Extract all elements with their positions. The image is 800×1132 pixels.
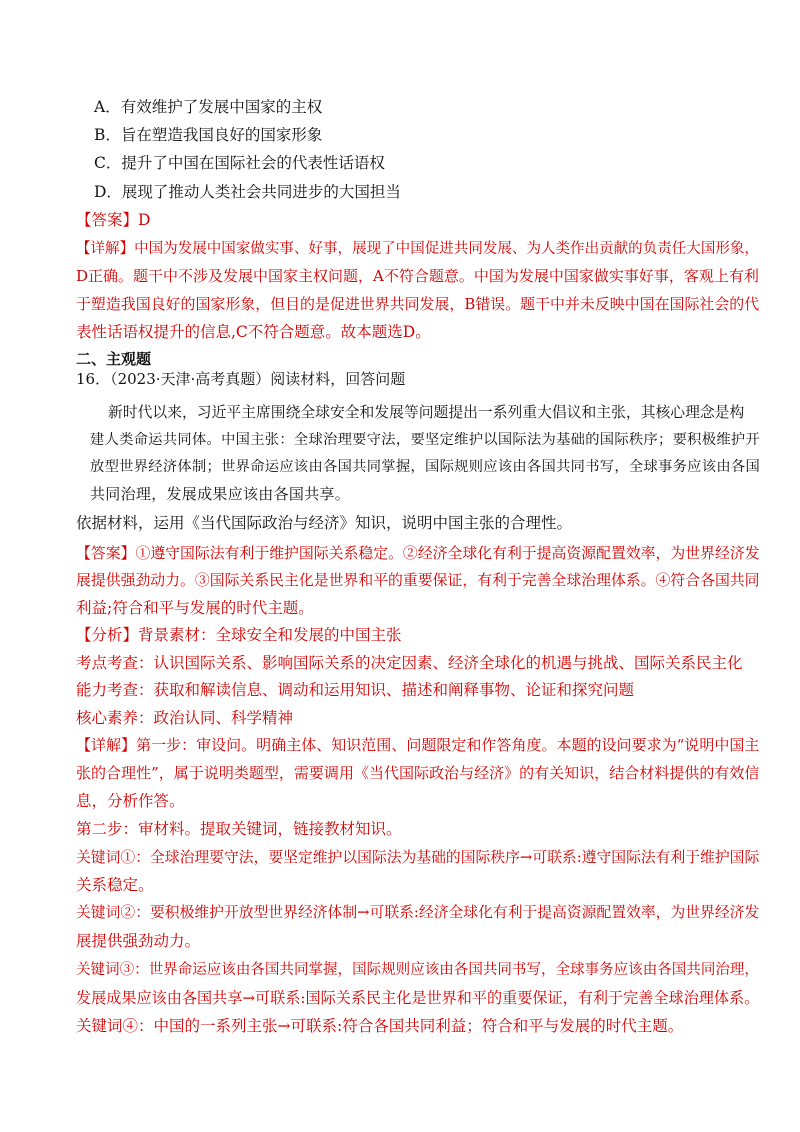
detail-tag: 【详解】 [76,736,137,754]
q16-detail-line: 关键词①：全球治理要守法，要坚定维护以国际法为基础的国际秩序→可联系:遵守国际法有利于维护国际 [76,849,760,866]
q16-header: 16．（2023·天津·高考真题）阅读材料，回答问题 [76,370,406,388]
q16-detail-line: 展提供强劲动力。 [76,932,201,950]
q16-detail-line: 发展成果应该由各国共享→可联系:国际关系民主化是世界和平的重要保证，有利于完善全球治理体系。 [76,989,760,1007]
q16-detail-line: 关系稳定。 [76,876,154,894]
q16-detail-line: 第二步：审材料。提取关键词，链接教材知识。 [76,820,402,838]
answer-tag: 【答案】 [76,544,136,562]
q16-answer-line [76,540,760,566]
option-b: B．旨在塑造我国良好的国家形象 [94,126,323,144]
option-d: D．展现了推动人类社会共同进步的大国担当 [94,183,401,201]
q15-detail-line [76,236,759,262]
answer-value: D [138,211,151,229]
q16-detail-line [76,732,760,758]
q16-analysis-line: 核心素养：政治认同、科学精神 [76,709,294,727]
q16-detail-line: 张的合理性”，属于说明类题型，需要调用《当代国际政治与经济》的有关知识，结合材料提供的有效信 [76,764,760,782]
q16-answer-line: 展提供强劲动力。③国际关系民主化是世界和平的重要保证，有利于完善全球治理体系。④符合各国共同 [76,571,760,589]
detail-tag: 【详解】 [76,241,135,257]
q15-detail-line: D正确。题干中不涉及发展中国家主权问题，A不符合题意。中国为发展中国家做实事好事，客观上有利 [76,267,759,285]
q16-detail-line: 关键词③：世界命运应该由各国共同掌握，国际规则应该由各国共同书写，全球事务应该由各国共同治理， [76,962,759,978]
q15-detail-line: 于塑造我国良好的国家形象，但目的是促进世界共同发展，B错误。题干中并未反映中国在国际社会的代 [76,295,760,313]
option-c: C．提升了中国在国际社会的代表性话语权 [94,154,385,172]
q15-detail-line: 表性话语权提升的信息,C不符合题意。故本题选D。 [76,323,431,341]
section-title: 二、主观题 [76,350,152,368]
q16-question: 依据材料，运用《当代国际政治与经济》知识，说明中国主张的合理性。 [76,514,573,532]
q16-detail-line: 息，分析作答。 [76,792,185,810]
q16-detail-line: 关键词②：要积极维护开放型世界经济体制→可联系:经济全球化有利于提高资源配置效率，为世界经济发 [76,904,760,921]
material-line: 建人类命运共同体。中国主张：全球治理要守法，要坚定维护以国际法为基础的国际秩序；要积极维护开 [90,432,761,448]
material-line: 新时代以来，习近平主席围绕全球安全和发展等问题提出一系列重大倡议和主张，其核心理念是构 [108,404,745,421]
option-a: A．有效维护了发展中国家的主权 [94,98,323,116]
analysis-tag: 【分析】 [76,626,139,644]
analysis-text: 背景素材：全球安全和发展的中国主张 [138,626,402,644]
material-line: 共同治理，发展成果应该由各国共享。 [90,485,351,503]
detail-text: 第一步：审设问。明确主体、知识范围、问题限定和作答角度。本题的设问要求为“说明中国主 [136,736,760,754]
q16-analysis-line: 考点考查：认识国际关系、影响国际关系的决定因素、经济全球化的机遇与挑战、国际关系民主化 [76,654,743,672]
detail-text: 中国为发展中国家做实事、好事，展现了中国促进共同发展、为人类作出贡献的负责任大国形象， [134,241,759,257]
q16-analysis-line [76,622,736,648]
q16-analysis-line: 能力考查：获取和解读信息、调动和运用知识、描述和阐释事物、论证和探究问题 [76,681,635,699]
q15-answer [76,207,736,233]
answer-tag: 【答案】 [76,211,139,229]
q16-detail-line: 关键词④：中国的一系列主张→可联系:符合各国共同利益；符合和平与发展的时代主题。 [76,1017,684,1035]
q16-answer-line: 利益;符合和平与发展的时代主题。 [76,599,314,617]
material-line: 放型世界经济体制；世界命运应该由各国共同掌握，国际规则应该由各国共同书写，全球事务应该由各国 [90,459,761,475]
answer-text: ①遵守国际法有利于维护国际关系稳定。②经济全球化有利于提高资源配置效率，为世界经济发 [135,544,760,562]
